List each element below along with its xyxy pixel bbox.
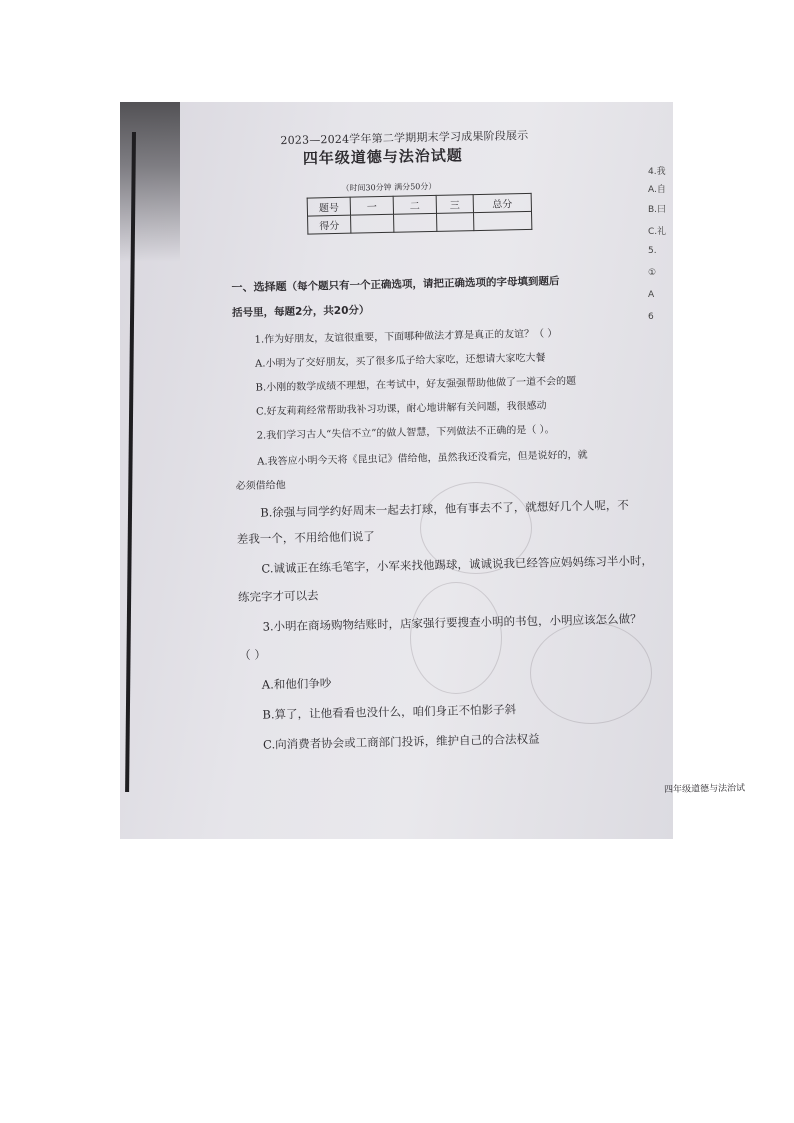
score-cell: 题号: [307, 197, 350, 216]
score-table: [307, 193, 533, 235]
section-title: 一、选择题: [231, 280, 287, 295]
strip-text: B.曰: [648, 205, 667, 215]
question-option: B.小刚的数学成绩不理想，在考试中，好友强强帮助他做了一道不会的题: [255, 375, 577, 394]
score-cell: 二: [393, 195, 436, 214]
score-cell: [474, 211, 532, 230]
strip-text: C.礼: [648, 227, 667, 237]
score-cell: [351, 214, 394, 233]
question-answer-blank: （ ）: [239, 647, 267, 663]
photo-of-exam-paper: [120, 102, 746, 839]
question-option: A.和他们争吵: [261, 676, 332, 692]
section-instruction-cont: 括号里，每题2分，共20分）: [231, 304, 370, 320]
score-cell: 总分: [473, 193, 531, 212]
score-cell: [437, 213, 474, 232]
strip-text: A: [648, 290, 655, 300]
question-option: A.我答应小明今天将《昆虫记》借给他，虽然我还没看完，但是说好的，就: [257, 449, 588, 468]
question-option: A.小明为了交好朋友，买了很多瓜子给大家吃，还想请大家吃大餐: [255, 352, 546, 370]
exam-sheet: [190, 110, 746, 820]
question-stem: 1.作为好朋友，友谊很重要，下面哪种做法才算是真正的友谊？（ ）: [254, 328, 558, 346]
term-header: 2023—2024学年第二学期期末学习成果阶段展示: [280, 128, 529, 148]
score-cell: 得分: [308, 215, 351, 234]
section-instruction: （每个题只有一个正确选项，请把正确选项的字母填到题后: [286, 275, 560, 294]
question-stem: 2.我们学习古人“失信不立”的做人智慧，下列做法不正确的是（ ）。: [256, 424, 555, 442]
score-cell: 三: [436, 195, 473, 214]
question-option: C.好友莉莉经常帮助我补习功课，耐心地讲解有关问题，我很感动: [256, 400, 547, 418]
score-table-score-row: [308, 211, 532, 234]
strip-text: A.自: [648, 185, 666, 195]
strip-text: 4.我: [648, 167, 666, 177]
question-option: 必须借给他: [235, 480, 286, 493]
section-heading: [231, 272, 559, 295]
question-option: C.向消费者协会或工商部门投诉，维护自己的合法权益: [262, 731, 540, 752]
question-option: B.算了，让他看看也没什么，咱们身正不怕影子斜: [262, 702, 517, 722]
strip-text: 5.: [648, 246, 657, 256]
score-cell: 一: [350, 196, 393, 215]
strip-text: 6: [648, 312, 654, 322]
question-option: 差我一个，不用给他们说了: [236, 529, 375, 547]
question-stem: 3.小明在商场购物结账时，店家强行要搜查小明的书包，小明应该怎么做？: [262, 611, 642, 634]
question-option: B.徐强与同学约好周末一起去打球，他有事去不了，就想好几个人呢，不: [260, 497, 629, 520]
question-option: C.诚诚正在练毛笔字，小军来找他踢球，诚诚说我已经答应妈妈练习半小时，: [261, 553, 654, 576]
page-footer: 四年级道德与法治试: [664, 783, 746, 796]
time-and-score-note: （时间30分钟 满分50分）: [341, 181, 437, 193]
strip-text: ①: [648, 268, 657, 278]
score-cell: [394, 213, 437, 232]
question-option: 练完字才可以去: [237, 588, 319, 605]
exam-title: 四年级道德与法治试题: [302, 146, 464, 168]
photo-corner-shadow: [120, 102, 180, 262]
